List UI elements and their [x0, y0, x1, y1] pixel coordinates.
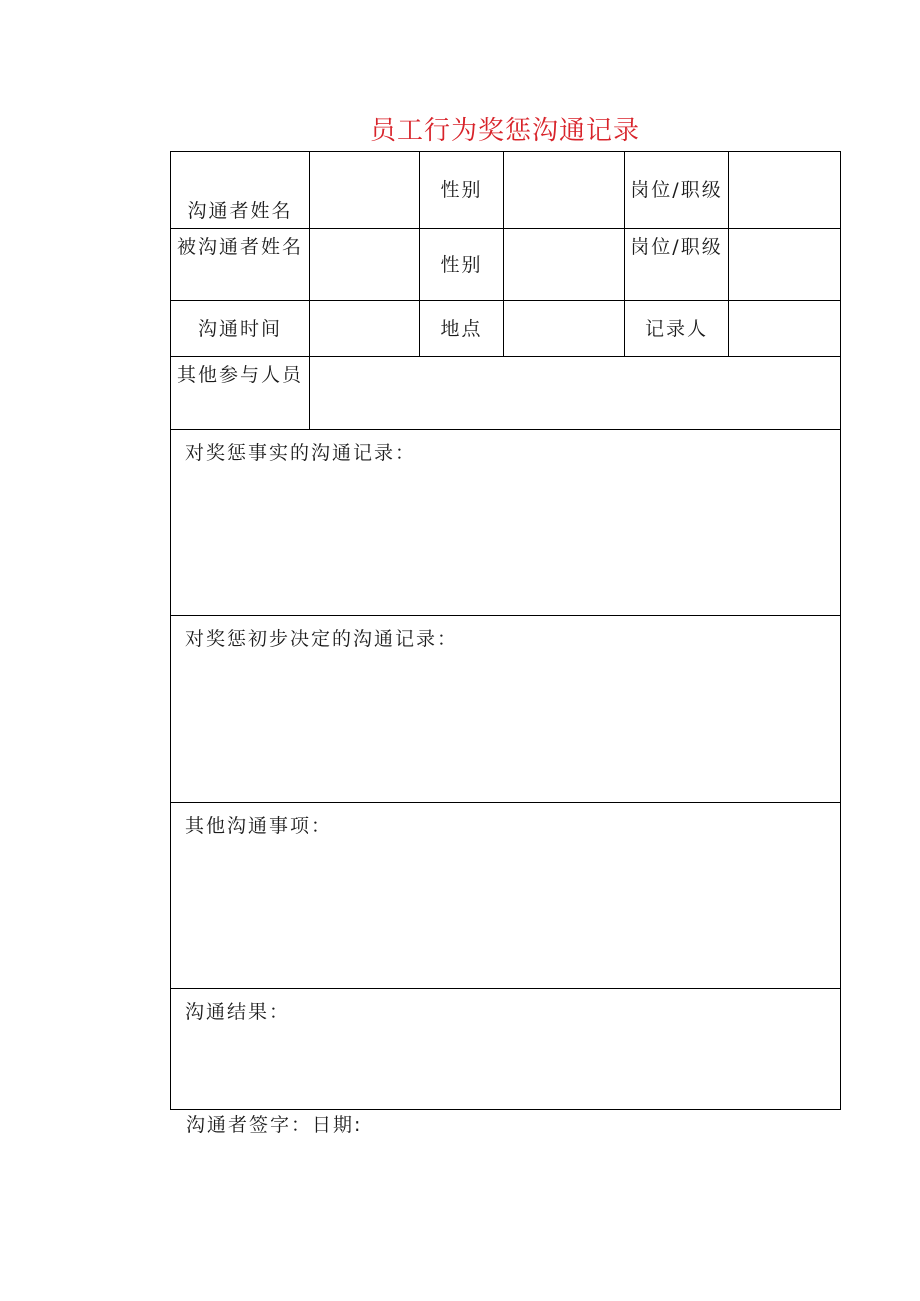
- result-section[interactable]: [171, 989, 841, 1110]
- other-participants-field[interactable]: [310, 357, 841, 430]
- recorder-label: 记录人: [625, 301, 729, 357]
- location-label: 地点: [420, 301, 504, 357]
- communicator-gender-label: 性别: [420, 152, 504, 229]
- result-label: 沟通结果：: [185, 1001, 291, 1023]
- row-preliminary: [171, 616, 841, 803]
- communicatee-position-label: 岗位/职级: [625, 229, 729, 301]
- communicator-position-label: 岗位/职级: [625, 152, 729, 229]
- comm-time-field[interactable]: [310, 301, 420, 357]
- communicator-name-label: 沟通者姓名: [171, 152, 310, 229]
- row-communicator: [171, 152, 841, 229]
- communicator-position-field[interactable]: [729, 152, 841, 229]
- form-title: 员工行为奖惩沟通记录: [369, 116, 640, 146]
- communicatee-gender-field[interactable]: [504, 229, 625, 301]
- row-time-location: [171, 301, 841, 357]
- communicatee-gender-label: 性别: [420, 229, 504, 301]
- comm-time-label: 沟通时间: [171, 301, 310, 357]
- row-result: [171, 989, 841, 1110]
- other-matters-section[interactable]: [171, 803, 841, 989]
- communicatee-position-field[interactable]: [729, 229, 841, 301]
- communication-record-table: [170, 151, 841, 1110]
- recorder-field[interactable]: [729, 301, 841, 357]
- preliminary-decision-label: 对奖惩初步决定的沟通记录：: [185, 628, 459, 650]
- row-facts: [171, 430, 841, 616]
- facts-section-label: 对奖惩事实的沟通记录：: [185, 442, 417, 464]
- communicatee-name-label: 被沟通者姓名: [171, 229, 310, 301]
- other-participants-label: 其他参与人员: [171, 357, 310, 430]
- row-participants: [171, 357, 841, 430]
- row-other-matters: [171, 803, 841, 989]
- signature-date-line: 沟通者签字：日期:: [186, 1114, 363, 1136]
- preliminary-decision-section[interactable]: [171, 616, 841, 803]
- other-matters-label: 其他沟通事项：: [185, 815, 333, 837]
- communicatee-name-field[interactable]: [310, 229, 420, 301]
- location-field[interactable]: [504, 301, 625, 357]
- communicator-gender-field[interactable]: [504, 152, 625, 229]
- row-communicatee: [171, 229, 841, 301]
- facts-section[interactable]: [171, 430, 841, 616]
- communicator-name-field[interactable]: [310, 152, 420, 229]
